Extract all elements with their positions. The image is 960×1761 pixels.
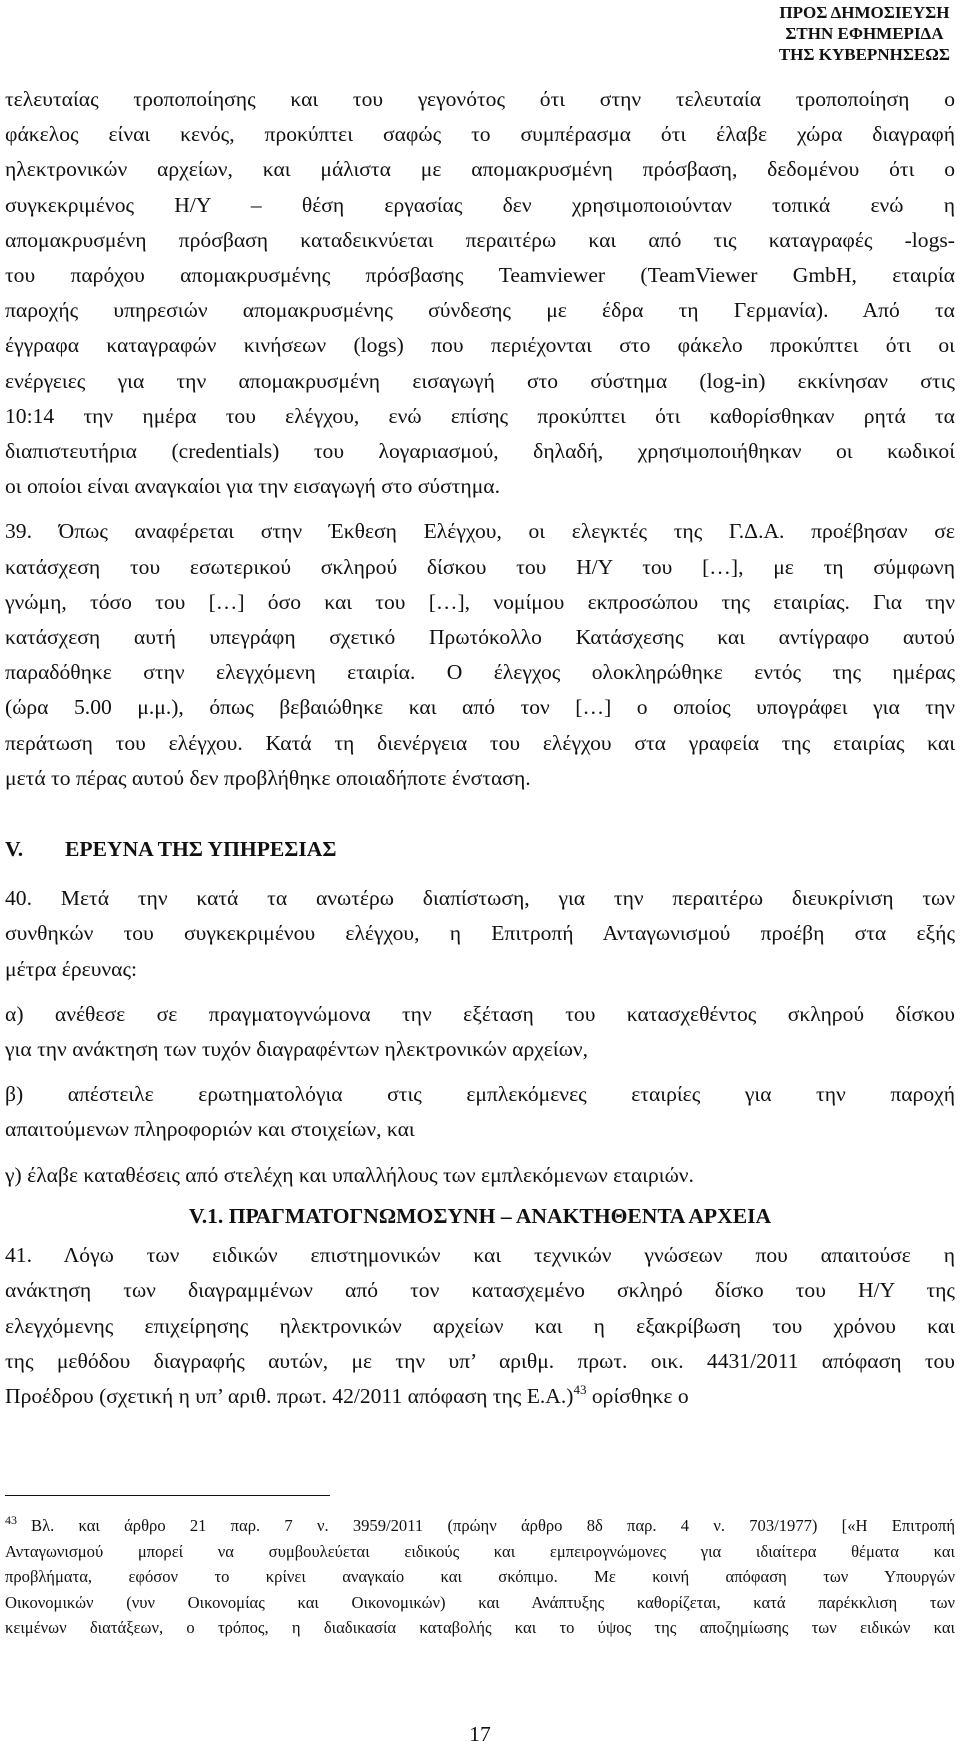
footnote-reference[interactable]: 43 [573,1381,587,1397]
paragraph-39 [5,514,955,796]
document-body [5,82,955,1414]
paragraph-intro [5,82,955,504]
footnote-line: Οικονομικών (νυν Οικονομίας και Οικονομικών) και Ανάπτυξης καθορίζεται, κατά παρέκκλιση των [5,1592,955,1612]
text-line: συγκεκριμένος Η/Υ – θέση εργασίας δεν χρησιμοποιούνταν τοπικά ενώ η [5,192,955,217]
paragraph-41 [5,1238,955,1414]
header-line-3: ΤΗΣ ΚΥΒΕΡΝΗΣΕΩΣ [778,45,950,64]
text-line: συνθηκών του συγκεκριμένου ελέγχου, η Επιτροπή Ανταγωνισμού προέβη στα εξής [5,921,955,946]
text-line: μέτρα έρευνας: [5,956,138,981]
text-line: (ώρα 5.00 μ.μ.), όπως βεβαιώθηκε και από τον […] ο οποίος υπογράφει για την [5,695,955,720]
text-line: 41. Λόγω των ειδικών επιστημονικών και τεχνικών γνώσεων που απαιτούσε η [5,1243,955,1268]
list-item-a [5,997,955,1067]
text-line: ελεγχόμενης επιχείρησης ηλεκτρονικών αρχείων και η εξακρίβωση του χρόνου και [5,1313,955,1338]
section-heading-v1: V.1. ΠΡΑΓΜΑΤΟΓΝΩΜΟΣΥΝΗ – ΑΝΑΚΤΗΘΕΝΤΑ ΑΡΧΕΙΑ [188,1203,772,1228]
text-line: γ) έλαβε καταθέσεις από στελέχη και υπαλλήλους των εμπλεκόμενων εταιριών. [5,1162,694,1187]
text-line: γνώμη, τόσο του […] όσο και του […], νομίμου εκπροσώπου της εταιρίας. Για την [5,589,955,614]
footnote-number: 43 [5,1513,17,1527]
paragraph-41-last-line: Προέδρου (σχετική η υπ’ αριθ. πρωτ. 42/2011 απόφαση της Ε.Α.)$^{43}$ ορίσθηκε ο [5,1381,689,1408]
header-line-1: ΠΡΟΣ ΔΗΜΟΣΙΕΥΣΗ [779,3,950,22]
text-line: απομακρυσμένη πρόσβαση καταδεικνύεται περαιτέρω και από τις καταγραφές -logs- [5,227,955,252]
text-line: μετά το πέρας αυτού δεν προβλήθηκε οποιαδήποτε ένσταση. [5,765,531,790]
text-line: ανάκτηση των διαγραμμένων από τον κατασχεμένο σκληρό δίσκο του Η/Υ της [5,1278,955,1303]
text-line: περάτωση του ελέγχου. Κατά τη διενέργεια του ελέγχου στα γραφεία της εταιρίας και [5,730,955,755]
text-line: οι οποίοι είναι αναγκαίοι για την εισαγωγή στο σύστημα. [5,474,500,499]
text-line: β) απέστειλε ερωτηματολόγια στις εμπλεκόμενες εταιρίες για την παροχή [5,1082,955,1107]
text-line: κατάσχεση του εσωτερικού σκληρού δίσκου του Η/Υ του […], με τη σύμφωνη [5,554,955,579]
text-line: 39. Όπως αναφέρεται στην Έκθεση Ελέγχου, οι ελεγκτές της Γ.Δ.Α. προέβησαν σε [5,519,955,544]
footnote-separator [5,1495,330,1496]
text-line: διαπιστευτήρια (credentials) του λογαριασμού, δηλαδή, χρησιμοποιήθηκαν οι κωδικοί [5,439,955,464]
footnote-line: προβλήματα, εφόσον το κρίνει αναγκαίο και σκόπιμο. Με κοινή απόφαση των Υπουργών [5,1567,955,1586]
text-line: φάκελος είναι κενός, προκύπτει σαφώς το συμπέρασμα ότι έλαβε χώρα διαγραφή [5,122,955,147]
list-item-c [5,1158,955,1193]
publication-header [779,2,950,65]
text-line: 40. Μετά την κατά τα ανωτέρω διαπίστωση, για την περαιτέρω διευκρίνιση των [5,886,955,911]
paragraph-40 [5,881,955,987]
footnote-43 [5,1508,955,1641]
section-heading-v [5,832,955,867]
text-line: 10:14 την ημέρα του ελέγχου, ενώ επίσης προκύπτει ότι καθορίσθηκαν ρητά τα [5,403,955,428]
text-line: κατάσχεση αυτή υπεγράφη σχετικό Πρωτόκολλο Κατάσχεσης και αντίγραφο αυτού [5,625,955,650]
text-line: παροχής υπηρεσιών απομακρυσμένης σύνδεσης με έδρα τη Γερμανία). Από τα [5,298,955,323]
section-number: V. [5,837,24,862]
footnote-line: $^{43}$ Βλ. και άρθρο 21 παρ. 7 ν. 3959/2011 (πρώην άρθρο 8δ παρ. 4 ν. 703/1977) [«Η Επιτροπή [5,1513,955,1535]
text-line: τελευταίας τροποποίησης και του γεγονότος ότι στην τελευταία τροποποίηση ο [5,87,955,111]
text-line: της μεθόδου διαγραφής αυτών, με την υπ’ αριθμ. πρωτ. οικ. 4431/2011 απόφαση του [5,1348,955,1373]
text-line: του παρόχου απομακρυσμένης πρόσβασης Teamviewer (TeamViewer GmbH, εταιρία [5,263,955,288]
text-line: παραδόθηκε στην ελεγχόμενη εταιρία. Ο έλεγχος ολοκληρώθηκε εντός της ημέρας [5,660,955,685]
text-line: απαιτούμενων πληροφοριών και στοιχείων, και [5,1117,415,1142]
section-title: ΕΡΕΥΝΑ ΤΗΣ ΥΠΗΡΕΣΙΑΣ [65,837,337,862]
list-item-b [5,1077,955,1147]
text-line: για την ανάκτηση των τυχόν διαγραφέντων ηλεκτρονικών αρχείων, [5,1037,589,1062]
text-line: ηλεκτρονικών αρχείων, και μάλιστα με απομακρυσμένη πρόσβαση, δεδομένου ότι ο [5,157,955,182]
text-line: ενέργειες για την απομακρυσμένη εισαγωγή στο σύστημα (log-in) εκκίνησαν στις [5,368,955,393]
header-line-2: ΣΤΗΝ ΕΦΗΜΕΡΙΔΑ [785,24,944,43]
page-number: 17 [469,1722,491,1746]
footnote-line: κειμένων διατάξεων, ο τρόπος, η διαδικασία καταβολής και το ύψος της αποζημίωσης των ειδικών και [5,1618,955,1637]
footnote-line: Ανταγωνισμού μπορεί να συμβουλεύεται ειδικούς και εμπειρογνώμονες για ιδιαίτερα θέματα και [5,1541,955,1561]
text-line: α) ανέθεσε σε πραγματογνώμονα την εξέταση του κατασχεθέντος σκληρού δίσκου [5,1001,955,1026]
text-line: έγγραφα καταγραφών κινήσεων (logs) που περιέχονται στο φάκελο προκύπτει ότι οι [5,333,955,358]
